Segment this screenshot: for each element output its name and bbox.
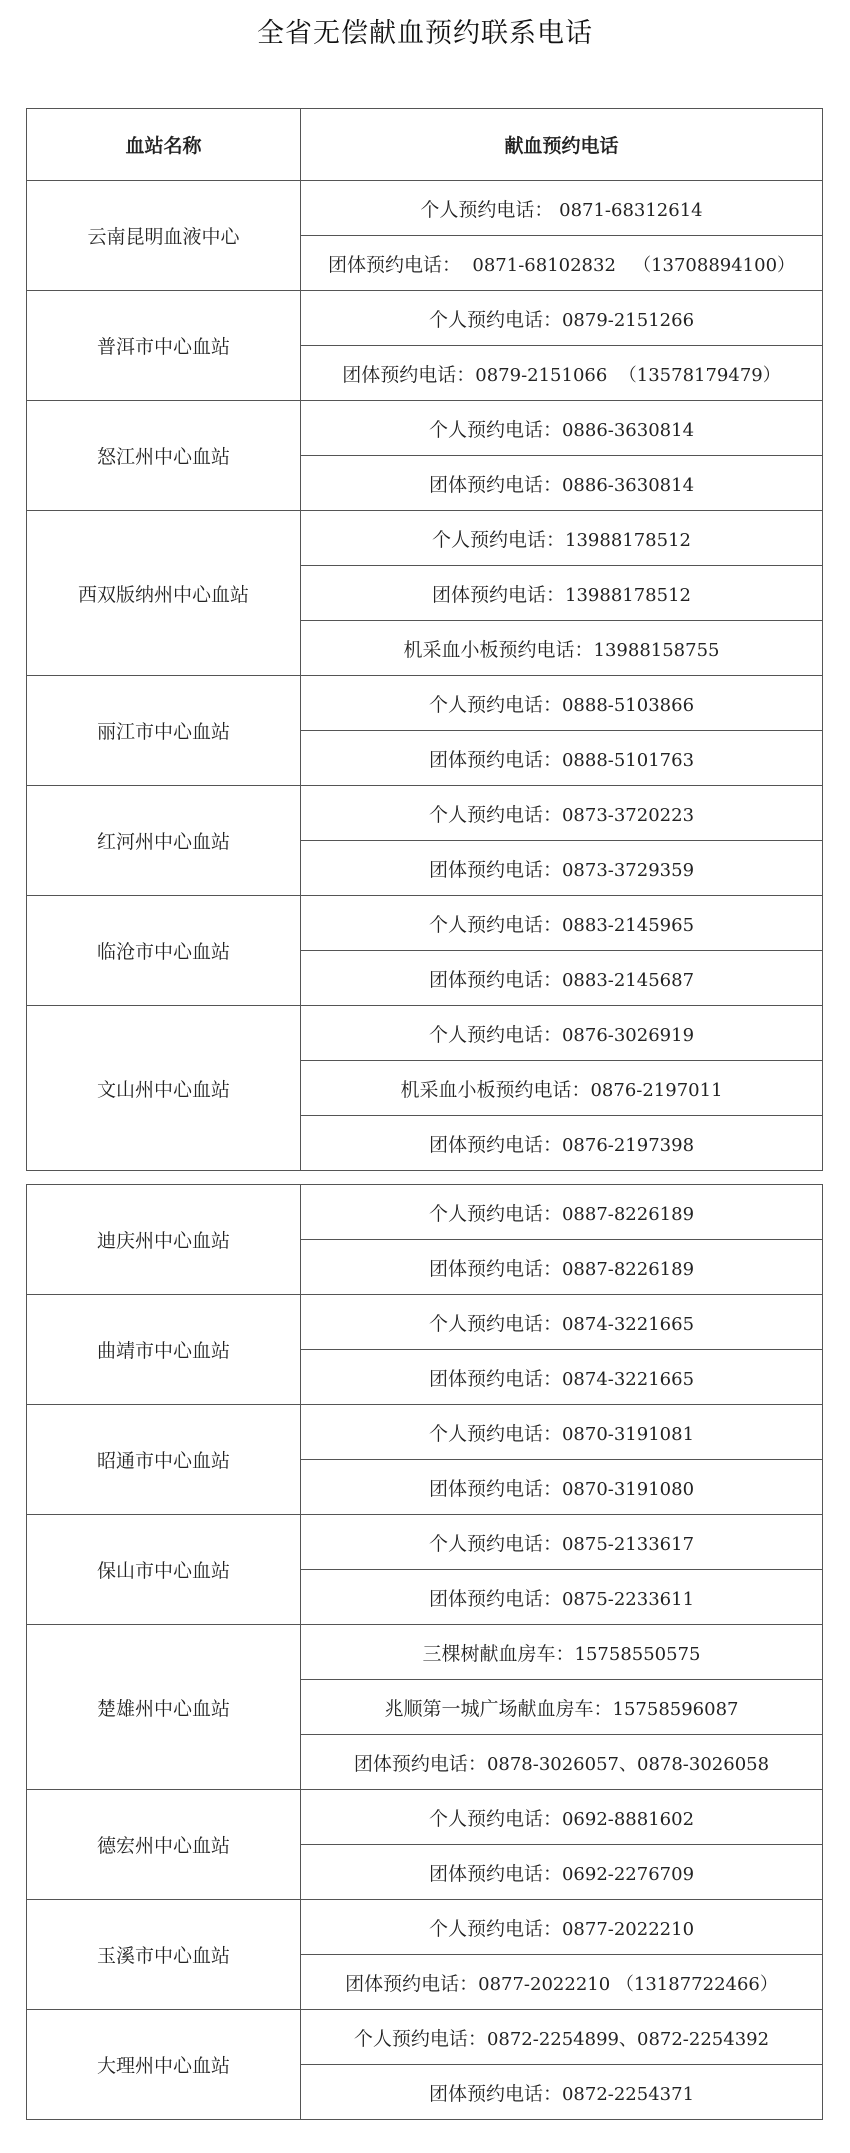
phone-entry [301,291,823,346]
phone-entry [301,181,823,236]
phone-number: 0874-3221665 [561,1313,695,1335]
phone-label: 团体预约电话： [428,1587,562,1610]
phone-label: 团体预约电话： [428,1862,562,1885]
phone-number: 0875-2133617 [561,1533,695,1555]
phone-entry [301,1680,823,1735]
station-name: 云南昆明血液中心 [27,181,301,291]
phone-entry [301,1185,823,1240]
phone-number: 0886-3630814 [561,474,695,496]
phone-entry [301,731,823,786]
phone-number: 15758596087 [612,1698,739,1720]
phone-label: 个人预约电话： [428,1532,562,1555]
phone-label: 个人预约电话： [428,418,562,441]
phone-entry [301,1900,823,1955]
phone-entry [301,1570,823,1625]
phone-entry [301,1350,823,1405]
phone-number: 0876-2197011 [590,1079,723,1101]
phone-number: 0888-5101763 [561,749,695,771]
phone-number: 0888-5103866 [561,694,695,716]
phone-label: 团体预约电话： [428,748,562,771]
phone-entry [301,841,823,896]
phone-label: 个人预约电话： [428,1202,562,1225]
phone-number: 0883-2145687 [561,969,695,991]
station-name: 红河州中心血站 [27,786,301,896]
table-row [27,1405,823,1460]
phone-entry [301,1515,823,1570]
station-name: 丽江市中心血站 [27,676,301,786]
header-phone: 献血预约电话 [301,109,823,181]
phone-entry [301,951,823,1006]
phone-entry [301,896,823,951]
phone-label: 团体预约电话： [428,473,562,496]
station-name: 迪庆州中心血站 [27,1185,301,1295]
phone-label: 个人预约电话： [428,308,562,331]
table-row [27,1790,823,1845]
phone-entry [301,1790,823,1845]
phone-number: 15758550575 [574,1643,701,1665]
page-title: 全省无偿献血预约联系电话 [257,18,593,49]
phone-entry [301,1625,823,1680]
phone-entry [301,346,823,401]
phone-label: 团体预约电话： [428,858,562,881]
phone-number: 0872-2254371 [561,2083,695,2105]
phone-entry [301,566,823,621]
phone-entry [301,1955,823,2010]
station-name: 文山州中心血站 [27,1006,301,1171]
phone-label: 团体预约电话： [428,1257,562,1280]
phone-entry [301,456,823,511]
table-row [27,1515,823,1570]
phone-number: 0871-68102832 （13708894100） [460,254,796,276]
phone-entry [301,1240,823,1295]
table-row [27,401,823,456]
station-name: 普洱市中心血站 [27,291,301,401]
phone-number: 0887-8226189 [561,1203,695,1225]
phone-number: 0886-3630814 [561,419,695,441]
phone-label: 团体预约电话： [428,1477,562,1500]
phone-label: 团体预约电话： [327,253,461,276]
phone-number: 0877-2022210 [561,1918,695,1940]
phone-label: 个人预约电话： [428,693,562,716]
phone-entry [301,1460,823,1515]
phone-entry [301,1845,823,1900]
header-station: 血站名称 [27,109,301,181]
station-name: 西双版纳州中心血站 [27,511,301,676]
phone-number: 0874-3221665 [561,1368,695,1390]
phone-number: 0883-2145965 [561,914,695,936]
station-name: 玉溪市中心血站 [27,1900,301,2010]
phone-label: 个人预约电话： [428,1312,562,1335]
phone-entry [301,621,823,676]
station-name: 昭通市中心血站 [27,1405,301,1515]
phone-number: 0870-3191081 [561,1423,695,1445]
phone-label: 团体预约电话： [345,1972,479,1995]
phone-number: 0876-2197398 [561,1134,695,1156]
phone-label: 个人预约电话： [428,1807,562,1830]
table-row [27,511,823,566]
phone-label: 团体预约电话： [342,363,476,386]
phone-number: 13988178512 [565,529,691,551]
station-name: 德宏州中心血站 [27,1790,301,1900]
table-row [27,181,823,236]
phone-entry [301,1295,823,1350]
phone-label: 个人预约电话： [428,1917,562,1940]
contacts-table-1 [26,108,823,1171]
phone-number: 0879-2151266 [561,309,695,331]
phone-number: 13988158755 [593,639,720,661]
station-name: 楚雄州中心血站 [27,1625,301,1790]
phone-label: 团体预约电话： [428,968,562,991]
table-row [27,2010,823,2065]
phone-label: 团体预约电话： [353,1752,487,1775]
phone-entry [301,1735,823,1790]
table-row [27,786,823,841]
station-name: 怒江州中心血站 [27,401,301,511]
phone-number: 0692-2276709 [561,1863,695,1885]
table-row [27,896,823,951]
phone-label: 机采血小板预约电话： [403,638,594,661]
phone-entry [301,2065,823,2120]
phone-label: 个人预约电话： [353,2027,487,2050]
table-row [27,1625,823,1680]
phone-number: 0879-2151066 （13578179479） [475,364,781,386]
phone-number: 0871-68312614 [553,199,703,221]
phone-number: 0876-3026919 [561,1024,695,1046]
phone-label: 机采血小板预约电话： [400,1078,591,1101]
station-name: 大理州中心血站 [27,2010,301,2120]
phone-entry [301,511,823,566]
phone-entry [301,401,823,456]
phone-label: 个人预约电话： [432,528,566,551]
phone-number: 0873-3729359 [561,859,695,881]
phone-label: 团体预约电话： [428,1133,562,1156]
phone-number: 0877-2022210 （13187722466） [478,1973,778,1995]
table-row [27,1185,823,1240]
phone-number: 0870-3191080 [561,1478,695,1500]
phone-number: 0873-3720223 [561,804,695,826]
phone-label: 个人预约电话： [428,803,562,826]
station-name: 曲靖市中心血站 [27,1295,301,1405]
phone-label: 个人预约电话： [428,1422,562,1445]
contacts-table-2 [26,1184,823,2120]
phone-number: 0872-2254899、0872-2254392 [486,2028,770,2050]
phone-label: 个人预约电话： [428,913,562,936]
phone-entry [301,676,823,731]
table-row [27,291,823,346]
phone-label: 个人预约电话： [420,198,554,221]
station-name: 保山市中心血站 [27,1515,301,1625]
phone-label: 兆顺第一城广场献血房车： [384,1697,613,1720]
phone-label: 三棵树献血房车： [422,1642,575,1665]
phone-label: 个人预约电话： [428,1023,562,1046]
phone-number: 0692-8881602 [561,1808,695,1830]
phone-entry [301,2010,823,2065]
phone-entry [301,786,823,841]
phone-label: 团体预约电话： [428,1367,562,1390]
phone-label: 团体预约电话： [432,583,566,606]
phone-number: 13988178512 [565,584,691,606]
phone-entry [301,236,823,291]
table-row [27,1295,823,1350]
phone-number: 0875-2233611 [561,1588,695,1610]
station-name: 临沧市中心血站 [27,896,301,1006]
phone-number: 0878-3026057、0878-3026058 [486,1753,770,1775]
phone-entry [301,1405,823,1460]
table-row [27,1006,823,1061]
table-row [27,676,823,731]
table-row [27,1900,823,1955]
table-header-row [27,109,823,181]
phone-label: 团体预约电话： [428,2082,562,2105]
phone-entry [301,1116,823,1171]
phone-entry [301,1061,823,1116]
phone-entry [301,1006,823,1061]
phone-number: 0887-8226189 [561,1258,695,1280]
